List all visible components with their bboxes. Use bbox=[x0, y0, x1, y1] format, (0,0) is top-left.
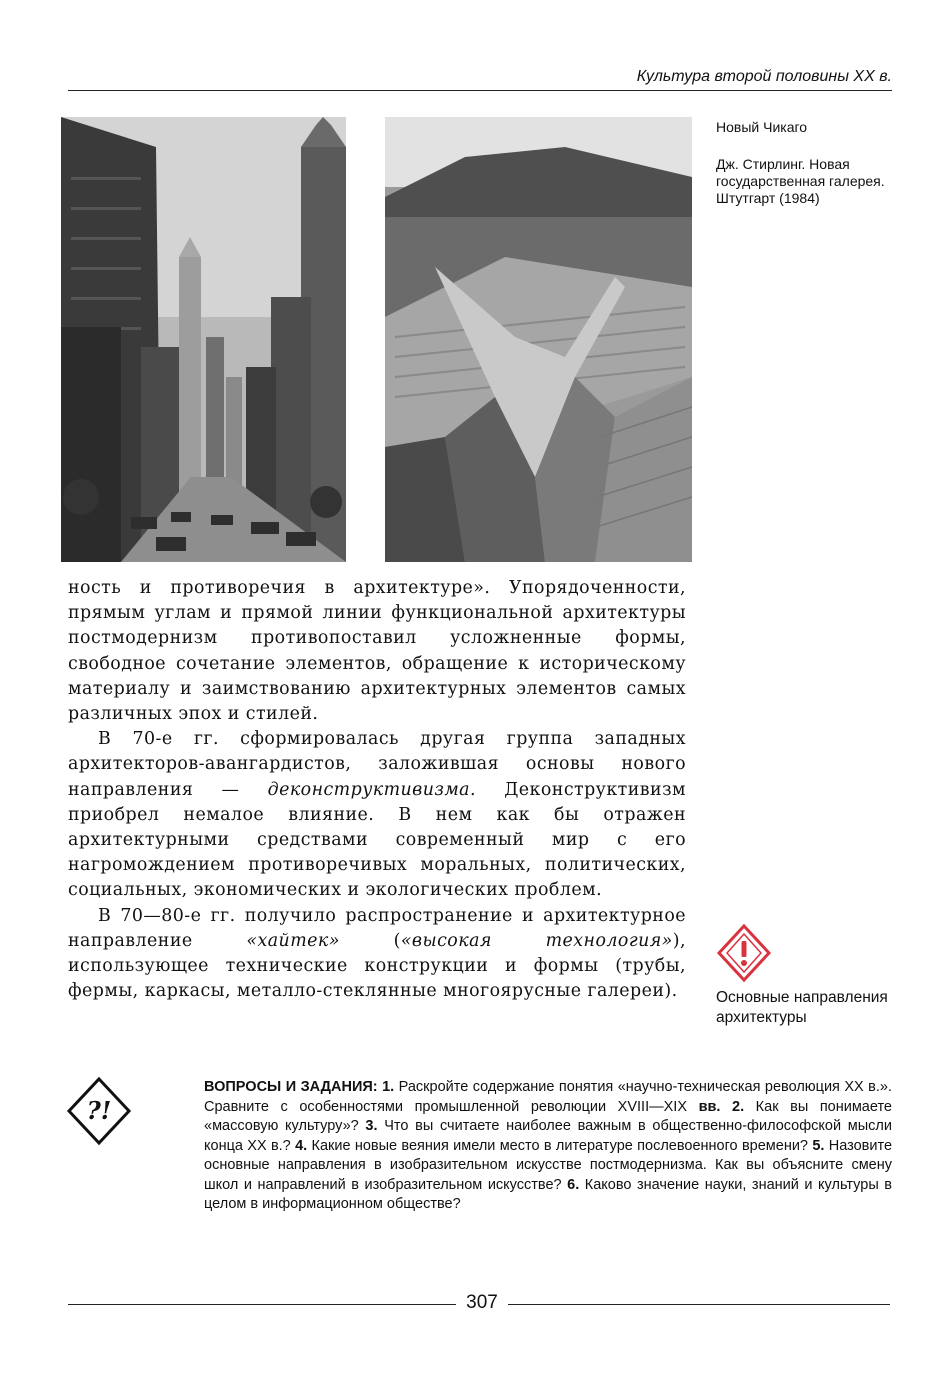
term-deconstructivism: деконструктивизма. bbox=[267, 779, 476, 800]
paragraph-2-text-b: Деконструктивизм приобрел немалое влияние. В нем как бы отражен архитектурными средствами современный мир с его нагромождением противоречивых моральных, политических, социальных, экономических и экологических проблем. bbox=[68, 779, 686, 901]
question-2: Как вы понимаете «массовую культуру»? bbox=[204, 1098, 893, 1134]
chicago-photo bbox=[61, 117, 346, 562]
margin-note-text: Основные направления архитектуры bbox=[716, 989, 888, 1026]
question-4-number: 4. bbox=[295, 1137, 308, 1154]
caption-gallery: Дж. Стирлинг. Новая государственная галерея. Штутгарт (1984) bbox=[716, 156, 885, 206]
paragraph-1: ность и противоречия в архитектуре». Упорядоченности, прямым углам и прямой линии функциональной архитектуры постмодернизм противопоставил усложненные формы, свободное сочетание элементов, обращение к историческому материалу и заимствованию архитектурных элементов самых различных эпох и стилей. bbox=[68, 578, 686, 725]
paragraph-3-text-c: ), использующее технические конструкции и формы (трубы, фермы, каркасы, металло-стеклянные многоярусные галереи). bbox=[68, 930, 686, 1002]
running-title: Культура второй половины XX в. bbox=[636, 68, 892, 85]
paragraph-3-text-a: В 70—80-е гг. получило распространение и архитектурное направление bbox=[68, 905, 686, 951]
question-3-number: 3. bbox=[358, 1118, 378, 1134]
question-6: Каково значение науки, знаний и культуры в целом в информационном обществе? bbox=[204, 1176, 893, 1212]
question-1: Раскройте содержание понятия «научно-техническая революция XX в.». Сравните с особенностями промышленной революции XVIII—XIX bbox=[204, 1079, 893, 1115]
question-2-number: 2. bbox=[720, 1098, 745, 1115]
paragraph-3 bbox=[68, 904, 686, 1005]
chicago-skyline-image bbox=[61, 117, 346, 562]
footer-rule-left bbox=[68, 1304, 456, 1305]
running-head bbox=[68, 68, 892, 91]
page-number: 307 bbox=[466, 1292, 498, 1313]
svg-text:?!: ?! bbox=[86, 1096, 112, 1125]
question-4: Какие новые веяния имели место в литературе послевоенного времени? bbox=[307, 1137, 813, 1154]
caption-chicago: Новый Чикаго bbox=[716, 119, 808, 135]
warning-diamond-icon bbox=[716, 923, 772, 983]
term-hightech: «хайтек» bbox=[246, 930, 340, 951]
question-6-number: 6. bbox=[561, 1176, 580, 1193]
question-1-centuries: вв. bbox=[698, 1098, 721, 1115]
question-3: Что вы считаете наиболее важным в общественно-философской мысли конца XX в.? bbox=[204, 1118, 892, 1154]
body-text bbox=[68, 576, 686, 1004]
question-5-number: 5. bbox=[812, 1137, 825, 1154]
questions-heading: ВОПРОСЫ И ЗАДАНИЯ: bbox=[204, 1079, 378, 1095]
gallery-photo bbox=[385, 117, 692, 562]
question-1-number: 1. bbox=[382, 1079, 395, 1095]
paragraph-2 bbox=[68, 727, 686, 903]
question-exclamation-diamond-icon bbox=[66, 1076, 132, 1146]
question-5: Назовите основные направления в изобразительном искусстве постмодернизма. Как вы объясните смену школ и направлений в изобразительном искусстве? bbox=[204, 1137, 893, 1193]
stuttgart-gallery-image bbox=[385, 117, 692, 562]
term-high-technology: «высокая технология» bbox=[400, 930, 673, 951]
paragraph-2-text-a: В 70-е гг. сформировалась другая группа западных архитекторов-авангардистов, заложившая основы нового направления — bbox=[68, 729, 686, 800]
questions-block bbox=[204, 1078, 892, 1215]
paragraph-3-text-b: ( bbox=[339, 930, 401, 951]
footer-rule-right bbox=[508, 1304, 890, 1305]
